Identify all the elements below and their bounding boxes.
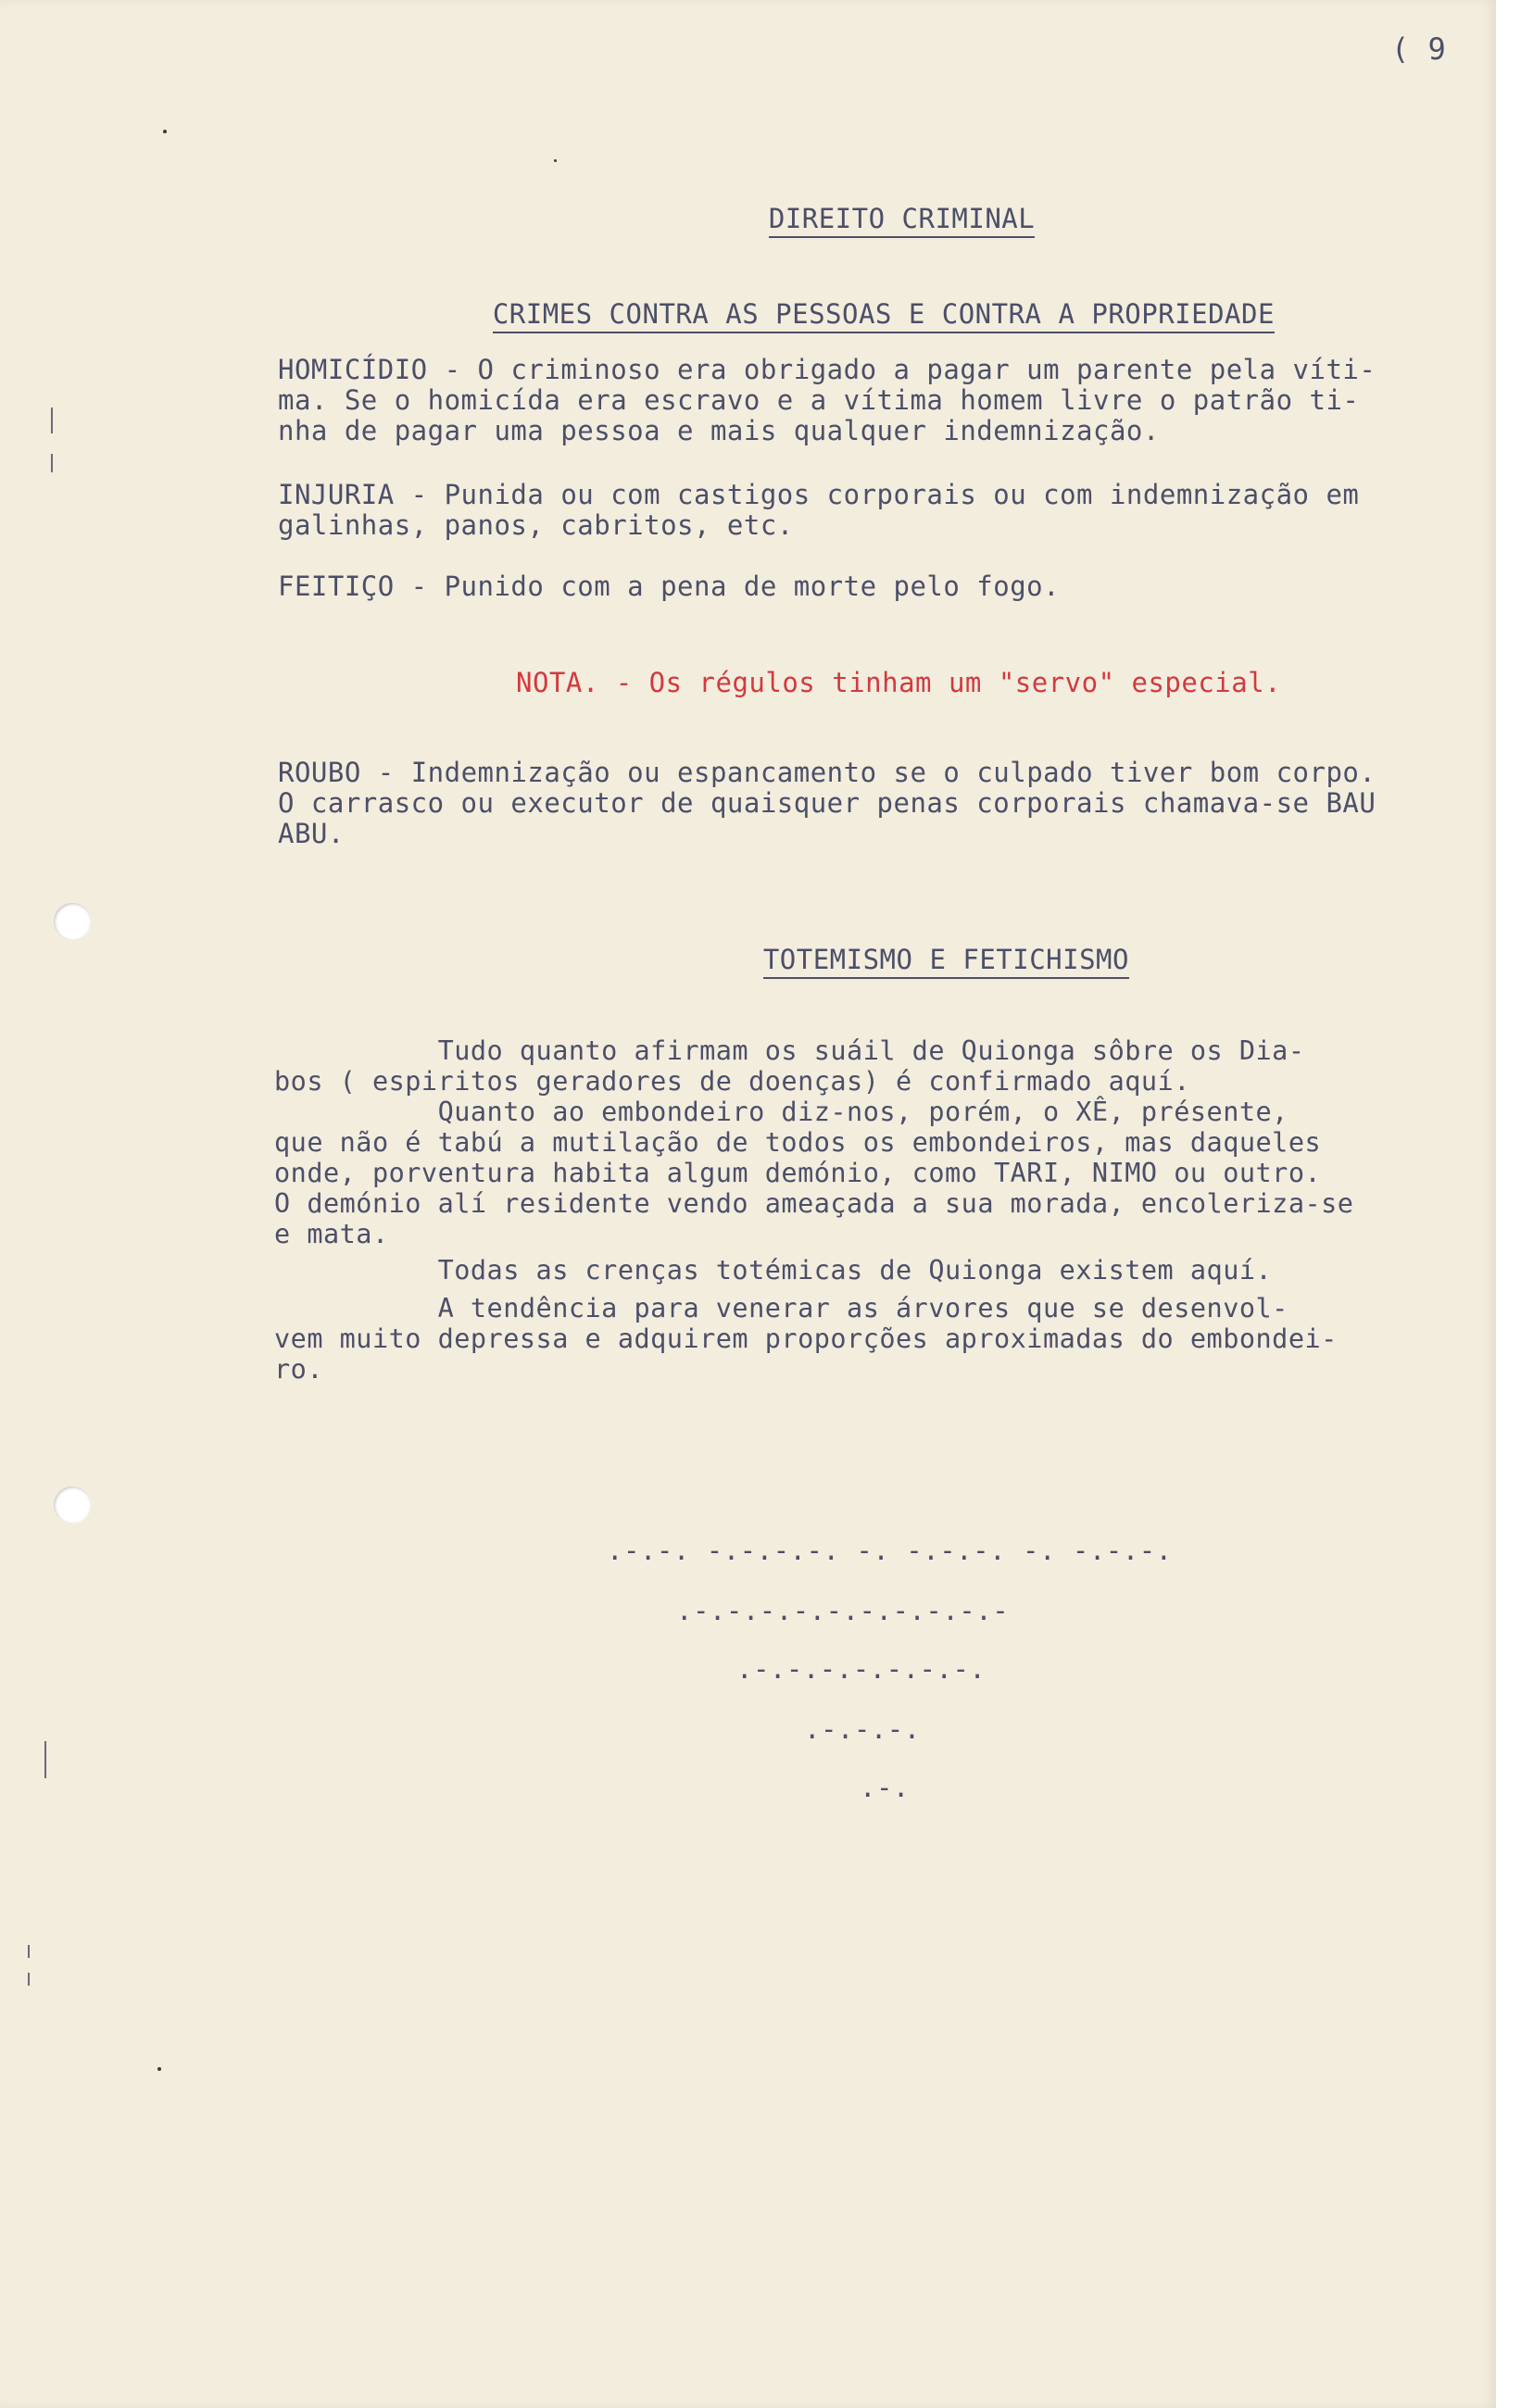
totemismo-line: ro.	[274, 1354, 323, 1385]
binder-hole-top	[54, 903, 91, 940]
totemismo-line: A tendência para venerar as árvores que se desenvol-	[274, 1293, 1288, 1323]
feitico-line-1	[278, 571, 1060, 602]
paper-speck	[554, 159, 557, 162]
binder-hole-bottom	[54, 1486, 91, 1524]
section2-heading-text: TOTEMISMO E FETICHISMO	[763, 944, 1129, 979]
subsection-heading-text: CRIMES CONTRA AS PESSOAS E CONTRA A PROPRIEDADE	[493, 298, 1275, 333]
totemismo-line: Tudo quanto afirmam os suáil de Quionga sôbre os Dia-	[274, 1035, 1305, 1066]
roubo-term: ROUBO	[278, 757, 361, 788]
margin-mark	[28, 1945, 30, 1958]
homicidio-term: HOMICÍDIO	[278, 354, 428, 385]
dash-line-4: .-.-.-.	[804, 1713, 921, 1745]
homicidio-line-1	[278, 355, 1376, 385]
margin-mark	[44, 1741, 46, 1778]
dash-line-3: .-.-.-.-.-.-.-.	[736, 1653, 987, 1685]
nota-text: NOTA. - Os régulos tinham um "servo" especial.	[516, 667, 1282, 698]
injuria-line-1	[278, 480, 1359, 510]
feitico-entry	[278, 571, 1060, 602]
roubo-line-1	[278, 758, 1376, 788]
paper-speck	[157, 2067, 161, 2071]
margin-mark	[51, 454, 53, 472]
dash-line-1: .-.-. -.-.-.-. -. -.-.-. -. -.-.-.	[607, 1535, 1173, 1566]
dash-line-5: .-.	[860, 1772, 910, 1803]
totemismo-line: que não é tabú a mutilação de todos os embondeiros, mas daqueles	[274, 1127, 1322, 1158]
dash-line-2: .-.-.-.-.-.-.-.-.-.-	[676, 1595, 1010, 1626]
totemismo-line: bos ( espiritos geradores de doenças) é confirmado aquí.	[274, 1066, 1190, 1097]
page-number: ( 9	[1391, 31, 1447, 67]
totemismo-line: e mata.	[274, 1219, 389, 1249]
homicidio-line-3: nha de pagar uma pessoa e mais qualquer indemnização.	[278, 415, 1160, 446]
injuria-text: - Punida ou com castigos corporais ou com indemnização em	[394, 479, 1360, 510]
section-heading	[702, 171, 1035, 266]
totemismo-line: Todas as crenças totémicas de Quionga existem aquí.	[274, 1255, 1273, 1286]
injuria-term: INJURIA	[278, 479, 395, 510]
feitico-term: FEITIÇO	[278, 571, 395, 602]
totemismo-line: onde, porventura habita algum demónio, como TARI, NIMO ou outro.	[274, 1158, 1322, 1188]
roubo-line-2: O carrasco ou executor de quaisquer penas corporais chamava-se BAU	[278, 787, 1376, 819]
roubo-text: - Indemnização ou espancamento se o culpado tiver bom corpo.	[360, 757, 1376, 788]
injuria-entry	[278, 480, 1359, 541]
totemismo-paragraphs	[274, 1035, 1353, 1385]
section-heading-text: DIREITO CRIMINAL	[769, 203, 1035, 238]
margin-mark	[28, 1973, 30, 1986]
subsection-heading	[426, 267, 1275, 361]
injuria-line-2: galinhas, panos, cabritos, etc.	[278, 509, 794, 541]
roubo-entry	[278, 758, 1376, 849]
feitico-text: - Punido com a pena de morte pelo fogo.	[394, 571, 1061, 602]
homicidio-line-2: ma. Se o homicída era escravo e a vítima homem livre o patrão ti-	[278, 384, 1360, 416]
section2-heading	[697, 912, 1129, 1007]
margin-mark	[51, 408, 53, 433]
roubo-line-3: ABU.	[278, 818, 345, 849]
paper-speck	[163, 130, 167, 133]
totemismo-line: Quanto ao embondeiro diz-nos, porém, o XÊ, présente,	[274, 1097, 1288, 1127]
homicidio-text: - O criminoso era obrigado a pagar um parente pela víti-	[427, 354, 1376, 385]
totemismo-line: O demónio alí residente vendo ameaçada a sua morada, encoleriza-se	[274, 1188, 1354, 1219]
homicidio-entry	[278, 355, 1376, 446]
totemismo-line: vem muito depressa e adquirem proporções aproximadas do embondei-	[274, 1323, 1338, 1354]
